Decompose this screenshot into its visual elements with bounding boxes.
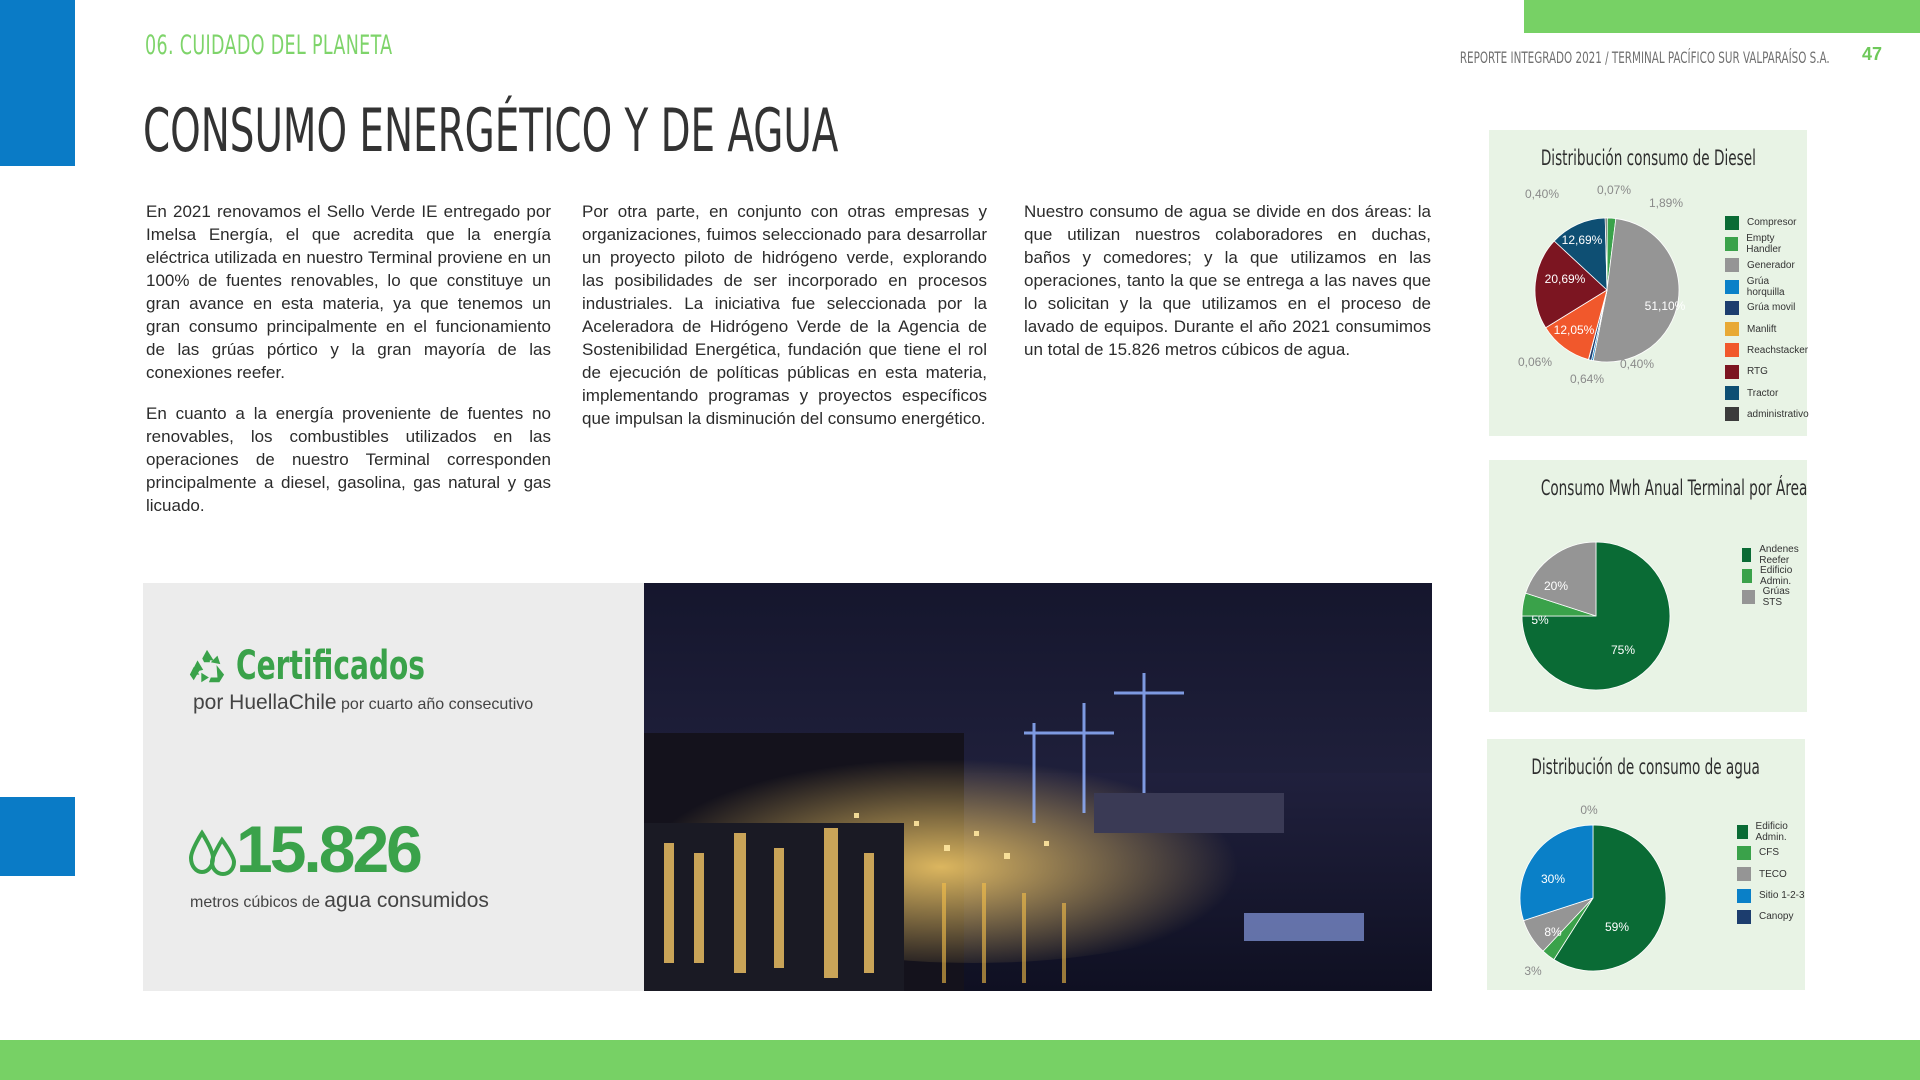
pie-data-label: 8% bbox=[1544, 925, 1562, 939]
pie-data-label: 0,07% bbox=[1596, 183, 1632, 197]
legend-item bbox=[1725, 382, 1809, 403]
chart-legend bbox=[1737, 821, 1805, 927]
legend-item bbox=[1737, 842, 1805, 863]
chart-legend bbox=[1725, 212, 1809, 425]
legend-swatch bbox=[1737, 867, 1751, 881]
recycle-icon bbox=[188, 648, 226, 686]
legend-swatch bbox=[1742, 548, 1751, 562]
page-number: 47 bbox=[1861, 44, 1882, 64]
port-night-photo bbox=[644, 583, 1432, 991]
pie-data-label: 75% bbox=[1610, 643, 1636, 657]
legend-label: Andenes Reefer bbox=[1759, 543, 1799, 566]
text-column-2 bbox=[582, 200, 987, 448]
legend-label: Tractor bbox=[1747, 387, 1779, 399]
legend-item bbox=[1725, 361, 1809, 382]
top-right-green-bar bbox=[1524, 0, 1920, 33]
legend-label: Grúa horquilla bbox=[1746, 275, 1785, 298]
legend-swatch bbox=[1737, 889, 1751, 903]
certificate-sub-rest: por cuarto año consecutivo bbox=[336, 696, 534, 713]
legend-swatch bbox=[1725, 386, 1739, 400]
pie-data-label: 3% bbox=[1524, 964, 1542, 978]
legend-item bbox=[1737, 906, 1805, 927]
certificate-box bbox=[143, 583, 645, 991]
legend-label: CFS bbox=[1759, 847, 1779, 859]
legend-item bbox=[1737, 821, 1805, 842]
pie-data-label: 20,69% bbox=[1544, 272, 1586, 286]
chart-panel-energy bbox=[1489, 460, 1807, 712]
legend-swatch bbox=[1725, 280, 1739, 294]
legend-label: TECO bbox=[1759, 868, 1787, 880]
legend-item bbox=[1737, 864, 1805, 885]
legend-label: Canopy bbox=[1759, 911, 1794, 923]
legend-label: Edificio Admin. bbox=[1760, 564, 1793, 587]
pie-data-label: 30% bbox=[1540, 872, 1566, 886]
legend-item bbox=[1742, 565, 1807, 586]
legend-label: Sitio 1-2-3 bbox=[1759, 890, 1805, 902]
pie-data-label: 20% bbox=[1543, 579, 1569, 593]
pie-data-label: 59% bbox=[1604, 920, 1630, 934]
legend-swatch bbox=[1725, 301, 1739, 315]
legend-item bbox=[1725, 233, 1809, 254]
port-night-photo-art bbox=[644, 583, 1432, 991]
chart-panel-water bbox=[1487, 739, 1805, 990]
legend-swatch bbox=[1725, 343, 1739, 357]
bottom-green-bar bbox=[0, 1040, 1920, 1080]
chart-panel-diesel bbox=[1489, 130, 1807, 436]
chart-title: Consumo Mwh Anual Terminal por Área bbox=[1540, 476, 1808, 500]
water-caption-b: agua consumidos bbox=[324, 889, 489, 912]
legend-swatch bbox=[1742, 590, 1755, 604]
pie-data-label: 0,06% bbox=[1517, 355, 1552, 369]
pie-data-label: 0,64% bbox=[1569, 372, 1605, 386]
legend-swatch bbox=[1737, 846, 1751, 860]
legend-item bbox=[1725, 276, 1809, 297]
legend-item bbox=[1725, 404, 1809, 425]
page-title: CONSUMO ENERGÉTICO Y DE AGUA bbox=[143, 96, 839, 166]
legend-label: Generador bbox=[1747, 259, 1795, 271]
pie-data-label: 0% bbox=[1580, 803, 1598, 817]
legend-item bbox=[1737, 885, 1805, 906]
legend-label: Empty Handler bbox=[1746, 232, 1782, 255]
legend-item bbox=[1725, 212, 1809, 233]
top-left-blue-bar bbox=[0, 0, 75, 166]
certificate-title: Certificados bbox=[236, 643, 426, 689]
legend-label: Grúas STS bbox=[1762, 586, 1790, 609]
pie-data-label: 5% bbox=[1531, 613, 1549, 627]
chart-legend bbox=[1742, 544, 1807, 608]
legend-swatch bbox=[1725, 258, 1739, 272]
pie-data-label: 12,05% bbox=[1553, 323, 1595, 337]
legend-label: Manlift bbox=[1747, 323, 1777, 335]
legend-swatch bbox=[1725, 216, 1739, 230]
legend-swatch bbox=[1725, 322, 1739, 336]
legend-item bbox=[1725, 340, 1809, 361]
pie-data-label: 0,40% bbox=[1619, 357, 1655, 371]
legend-swatch bbox=[1737, 910, 1751, 924]
chart-title: Distribución de consumo de agua bbox=[1531, 755, 1761, 779]
legend-swatch bbox=[1737, 825, 1748, 839]
section-label: 06. CUIDADO DEL PLANETA bbox=[145, 30, 393, 61]
paragraph: Por otra parte, en conjunto con otras empresas y organizaciones, fuimos seleccionado para desarrollar un proyecto piloto de hidrógeno verde, explorando las posibilidades de ser incorporado en procesos industriales. La iniciativa fue seleccionada por la Aceleradora de Hidrógeno Verde de la Agencia de Sostenibilidad Energética, fundación que tiene el rol de ejecución de políticas públicas en esta materia, implementando programas y proyectos específicos que impulsan la disminución del consumo energético. bbox=[582, 202, 987, 428]
water-caption-a: metros cúbicos de bbox=[190, 894, 325, 911]
pie-data-label: 0,40% bbox=[1524, 187, 1559, 201]
water-drops-icon bbox=[188, 828, 238, 878]
paragraph: Nuestro consumo de agua se divide en dos áreas: la que utilizan nuestros colaboradores en duchas, baños y comedores; y la que utilizamos en las operaciones, tanto la que se entrega a las naves que lo solicitan y la que utilizamos en el proceso de lavado de equipos. Durante el año 2021 consumimos un total de 15.826 metros cúbicos de agua. bbox=[1024, 202, 1431, 359]
legend-label: Reachstacker bbox=[1747, 344, 1809, 356]
certificate-sub-main: por HuellaChile bbox=[193, 691, 337, 714]
legend-item bbox=[1725, 297, 1809, 318]
pie-data-label: 1,89% bbox=[1649, 196, 1684, 210]
legend-swatch bbox=[1725, 365, 1739, 379]
legend-label: Edificio Admin. bbox=[1755, 820, 1788, 843]
text-column-1 bbox=[146, 200, 551, 535]
legend-swatch bbox=[1725, 407, 1739, 421]
paragraph: En 2021 renovamos el Sello Verde IE entregado por Imelsa Energía, el que acredita que la energía eléctrica utilizada en nuestro Terminal proviene en un 100% de fuentes renovables, lo que constituye un gran avance en esta materia, ya que tenemos un gran consumo principalmente en el funcionamiento de las grúas pórtico y la gran mayoría de las conexiones reefer. bbox=[146, 202, 551, 382]
water-number: 15.826 bbox=[236, 812, 420, 886]
legend-item bbox=[1725, 255, 1809, 276]
legend-label: RTG bbox=[1747, 366, 1768, 378]
legend-label: administrativo bbox=[1747, 408, 1809, 420]
text-column-3 bbox=[1024, 200, 1431, 379]
legend-swatch bbox=[1725, 237, 1738, 251]
pie-data-label: 12,69% bbox=[1561, 233, 1603, 247]
water-caption bbox=[190, 889, 489, 913]
chart-title: Distribución consumo de Diesel bbox=[1540, 146, 1756, 170]
paragraph: En cuanto a la energía proveniente de fuentes no renovables, los combustibles utilizados en las operaciones de nuestro Terminal corresponden principalmente a diesel, gasolina, gas natural y gas licuado. bbox=[146, 404, 551, 515]
pie-data-label: 51,10% bbox=[1644, 299, 1686, 313]
legend-label: Grúa movil bbox=[1747, 302, 1796, 314]
legend-item bbox=[1742, 544, 1807, 565]
left-blue-tab bbox=[0, 797, 75, 876]
certificate-subtitle bbox=[193, 691, 533, 715]
legend-item bbox=[1742, 587, 1807, 608]
legend-item bbox=[1725, 318, 1809, 339]
report-label: REPORTE INTEGRADO 2021 / TERMINAL PACÍFICO SUR VALPARAÍSO S.A. bbox=[1460, 48, 1830, 67]
legend-label: Compresor bbox=[1747, 217, 1797, 229]
legend-swatch bbox=[1742, 569, 1752, 583]
